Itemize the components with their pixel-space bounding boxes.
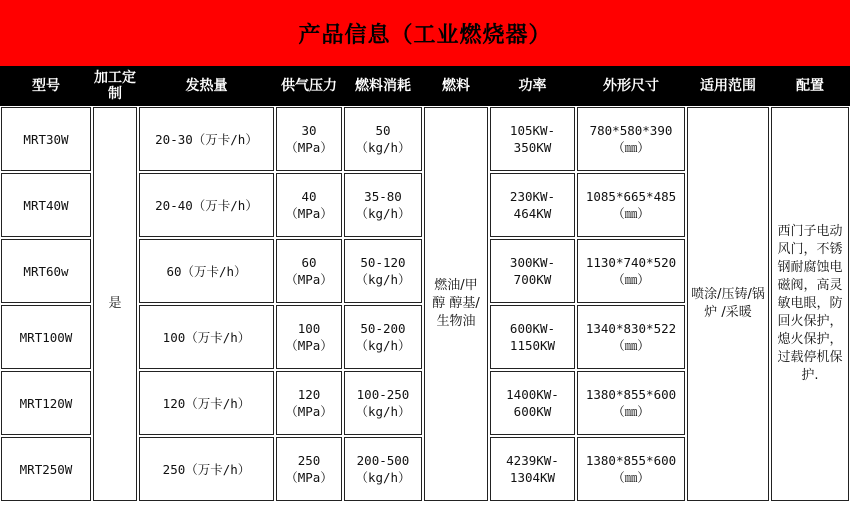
power-cell: 4239KW- 1304KW <box>506 453 559 485</box>
consumption-cell: 50 （kg/h） <box>355 123 411 155</box>
header-model: 型号 <box>0 66 92 106</box>
title-bar <box>0 0 850 66</box>
heat-cell: 20-40（万卡/h） <box>139 173 274 237</box>
header-pressure: 供气压力 <box>275 66 343 106</box>
header-consumption: 燃料消耗 <box>343 66 423 106</box>
model-cell: MRT250W <box>1 437 91 501</box>
heat-cell: 250（万卡/h） <box>139 437 274 501</box>
header-dimensions: 外形尺寸 <box>576 66 686 106</box>
pressure-cell: 30 （MPa） <box>285 123 333 155</box>
model-cell: MRT40W <box>1 173 91 237</box>
heat-cell: 20-30（万卡/h） <box>139 107 274 171</box>
power-cell: 105KW- 350KW <box>509 123 556 155</box>
dimensions-cell: 1380*855*600 （㎜） <box>585 453 677 485</box>
heat-cell: 120（万卡/h） <box>139 371 274 435</box>
power-cell: 600KW- 1150KW <box>509 321 556 353</box>
power-cell: 300KW- 700KW <box>509 255 556 287</box>
power-cell: 1400KW- 600KW <box>506 387 559 419</box>
table-row <box>0 106 850 172</box>
header-custom: 加工定制 <box>92 66 138 106</box>
pressure-cell: 100 （MPa） <box>285 321 333 353</box>
model-cell: MRT120W <box>1 371 91 435</box>
consumption-cell: 35-80 （kg/h） <box>355 189 411 221</box>
consumption-cell: 50-120 （kg/h） <box>355 255 411 287</box>
header-row <box>0 66 850 106</box>
pressure-cell: 250 （MPa） <box>285 453 333 485</box>
power-cell: 230KW- 464KW <box>509 189 556 221</box>
dimensions-cell: 1130*740*520 （㎜） <box>585 255 677 287</box>
header-fuel: 燃料 <box>423 66 489 106</box>
header-config: 配置 <box>770 66 850 106</box>
header-application: 适用范围 <box>686 66 770 106</box>
header-heat: 发热量 <box>138 66 275 106</box>
consumption-cell: 100-250 （kg/h） <box>355 387 411 419</box>
product-spec-table <box>0 66 850 502</box>
dimensions-cell: 1340*830*522 （㎜） <box>585 321 677 353</box>
dimensions-cell: 780*580*390 （㎜） <box>589 123 673 155</box>
model-cell: MRT100W <box>1 305 91 369</box>
pressure-cell: 60 （MPa） <box>285 255 333 287</box>
application-cell: 喷涂/压铸/锅炉 /采暖 <box>687 107 769 501</box>
page-title: 产品信息（工业燃烧器） <box>298 22 552 48</box>
model-cell: MRT60w <box>1 239 91 303</box>
pressure-cell: 120 （MPa） <box>285 387 333 419</box>
pressure-cell: 40 （MPa） <box>285 189 333 221</box>
header-power: 功率 <box>489 66 576 106</box>
heat-cell: 60（万卡/h） <box>139 239 274 303</box>
consumption-cell: 200-500 （kg/h） <box>355 453 411 485</box>
model-cell: MRT30W <box>1 107 91 171</box>
dimensions-cell: 1085*665*485 （㎜） <box>585 189 677 221</box>
heat-cell: 100（万卡/h） <box>139 305 274 369</box>
config-cell: 西门子电动风门，不锈钢耐腐蚀电磁阀，高灵敏电眼，防回火保护，熄火保护，过载停机保护. <box>771 107 849 501</box>
consumption-cell: 50-200 （kg/h） <box>355 321 411 353</box>
fuel-cell: 燃油/甲醇 醇基/生物油 <box>424 107 488 501</box>
dimensions-cell: 1380*855*600 （㎜） <box>585 387 677 419</box>
custom-cell: 是 <box>93 107 137 501</box>
